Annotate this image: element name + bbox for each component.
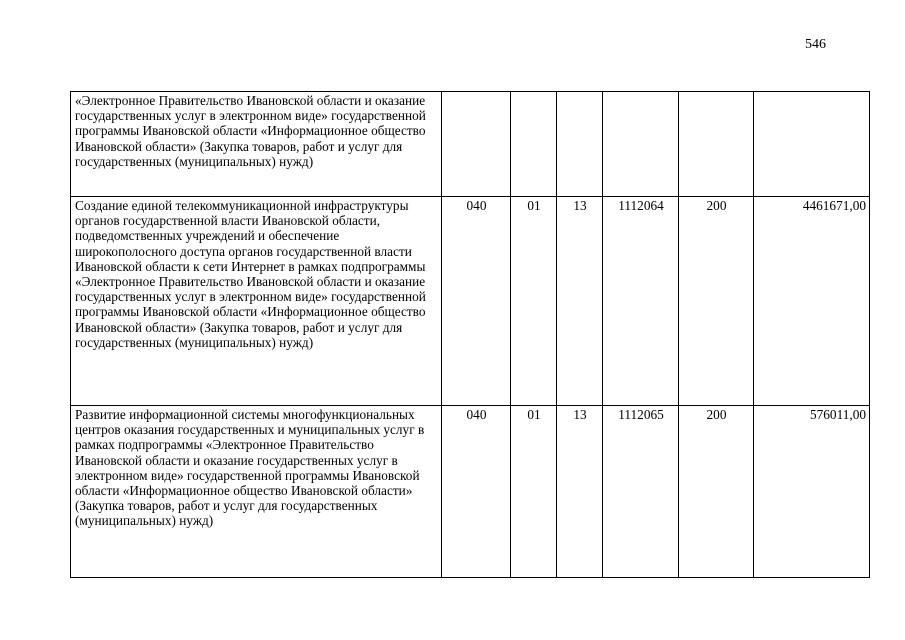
ministry-code-cell: 040 [442, 197, 511, 406]
amount-cell [754, 92, 870, 197]
ministry-code-cell: 040 [442, 406, 511, 578]
section-code-cell: 01 [511, 197, 557, 406]
table-row [71, 92, 870, 197]
row-name-cell: Развитие информационной системы многофункциональных центров оказания государственных и муниципальных услуг в рамках подпрограммы «Электронное Правительство Ивановской области и оказание государственных услуг в электронном виде» государственной программы Ивановской области «Информационное общество Ивановской области» (Закупка товаров, работ и услуг для государственных (муниципальных) нужд) [71, 406, 442, 578]
table-row [71, 406, 870, 578]
expense-type-cell: 200 [679, 197, 754, 406]
subsection-code-cell: 13 [557, 406, 603, 578]
expense-type-cell: 200 [679, 406, 754, 578]
table-row [71, 197, 870, 406]
section-code-cell: 01 [511, 406, 557, 578]
subsection-code-cell [557, 92, 603, 197]
page-number: 546 [805, 37, 826, 52]
ministry-code-cell [442, 92, 511, 197]
amount-cell: 576011,00 [754, 406, 870, 578]
subsection-code-cell: 13 [557, 197, 603, 406]
row-name-cell: «Электронное Правительство Ивановской области и оказание государственных услуг в электронном виде» государственной программы Ивановской области «Информационное общество Ивановской области» (Закупка товаров, работ и услуг для государственных (муниципальных) нужд) [71, 92, 442, 197]
row-name-cell: Создание единой телекоммуникационной инфраструктуры органов государственной власти Ивановской области, подведомственных учреждений и обеспечение широкополосного доступа органов государственной власти Ивановской области к сети Интернет в рамках подпрограммы «Электронное Правительство Ивановской области и оказание государственных услуг в электронном виде» государственной программы Ивановской области «Информационное общество Ивановской области» (Закупка товаров, работ и услуг для государственных (муниципальных) нужд) [71, 197, 442, 406]
expense-type-cell [679, 92, 754, 197]
amount-cell: 4461671,00 [754, 197, 870, 406]
section-code-cell [511, 92, 557, 197]
target-article-cell: 1112065 [603, 406, 679, 578]
budget-table [70, 91, 870, 578]
target-article-cell: 1112064 [603, 197, 679, 406]
target-article-cell [603, 92, 679, 197]
